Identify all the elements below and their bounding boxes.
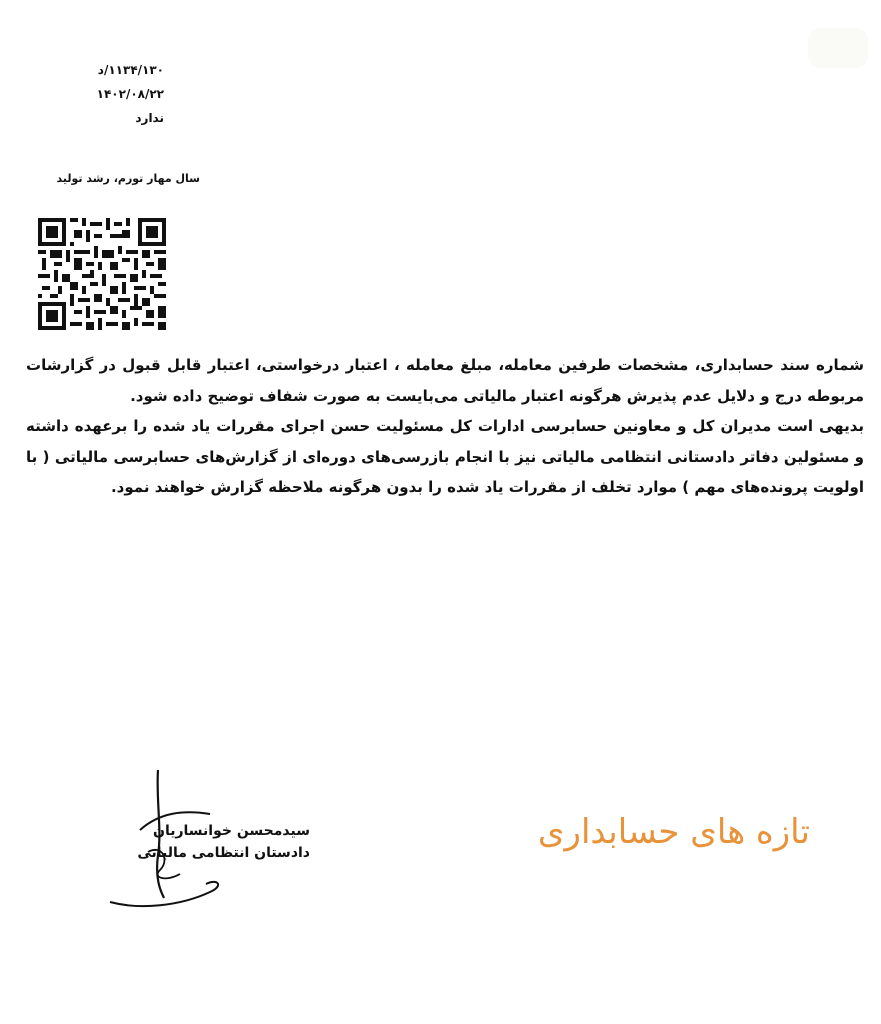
- letter-date: ۱۴۰۲/۰۸/۲۲: [96, 87, 164, 101]
- signatory: [137, 820, 310, 864]
- body-paragraph-1: شماره سند حسابداری، مشخصات طرفین معامله، مبلغ معامله ، اعتبار درخواستی، اعتبار قابل قبول در گزارشات مربوطه درج و دلایل عدم پذیرش هرگونه اعتبار مالیاتی می‌بایست به صورت شفاف توضیح داده شود.: [26, 356, 864, 405]
- letter-number: ۱۱۳۴/۱۳۰/د: [97, 63, 164, 77]
- letter-header: [44, 58, 164, 130]
- signature-block: [100, 760, 310, 920]
- letter-body: [26, 350, 864, 503]
- qr-code-icon: [38, 218, 166, 330]
- signatory-title: دادستان انتظامی مالیاتی: [137, 845, 310, 861]
- watermark-text: تازه های حسابداری: [537, 812, 810, 852]
- letter-attachment: ندارد: [135, 111, 164, 125]
- signatory-name: سیدمحسن خوانساریان: [153, 823, 310, 839]
- corner-smudge: [808, 28, 868, 68]
- year-slogan: سال مهار تورم، رشد تولید: [56, 172, 200, 185]
- body-paragraph-2: بدیهی است مدیران کل و معاونین حسابرسی ادارات کل مسئولیت حسن اجرای مقررات یاد شده را برعهده داشته و مسئولین دفاتر دادستانی انتظامی مالیاتی نیز با انجام بازرسی‌های دوره‌ای از گزارش‌های حسابرسی مالیاتی ( با اولویت پرونده‌های مهم ) موارد تخلف از مقررات یاد شده را بدون هرگونه ملاحظه گزارش خواهند نمود.: [26, 417, 864, 496]
